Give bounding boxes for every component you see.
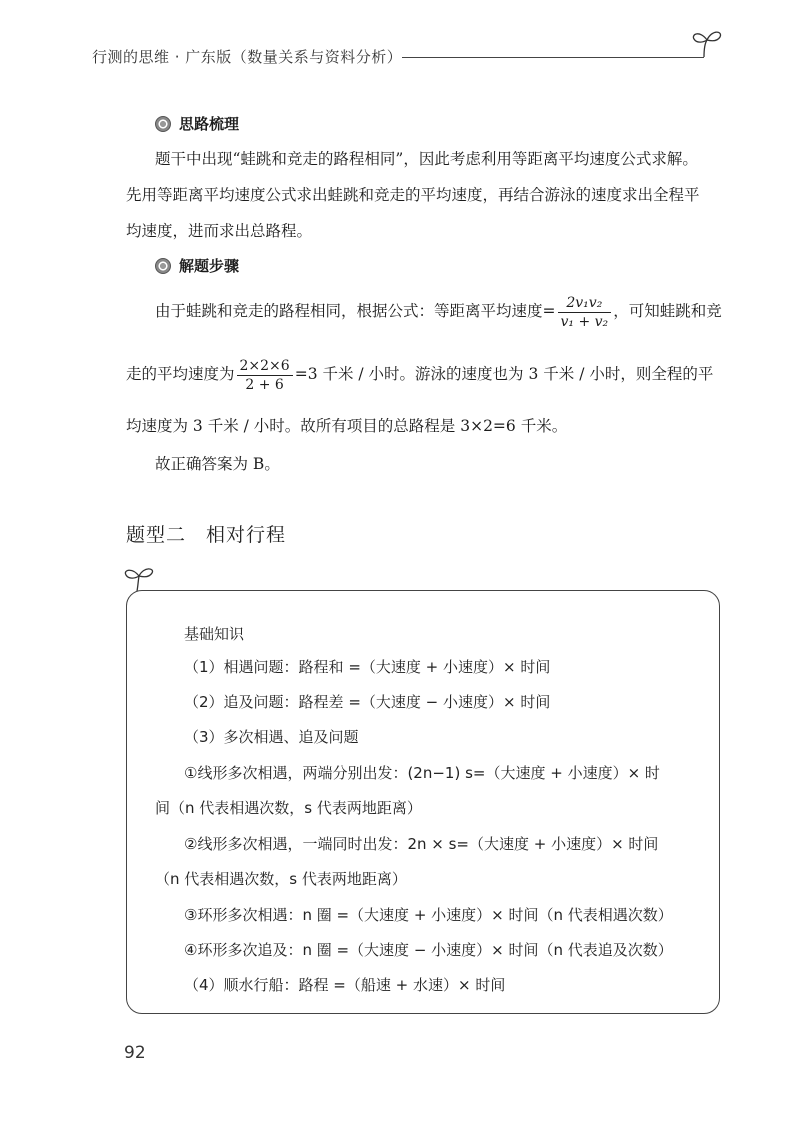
sprout-icon: [122, 566, 156, 592]
knowledge-line-3: （3）多次相遇、追及问题: [184, 728, 359, 746]
calc-numerator: 2×2×6: [237, 357, 293, 376]
knowledge-line-4: ①线形多次相遇，两端分别出发：(2n−1) s=（大速度 + 小速度）× 时: [184, 764, 660, 782]
knowledge-line-7: （n 代表相遇次数，s 代表两地距离）: [155, 870, 407, 888]
solve-line-1: [155, 293, 722, 331]
calc-fraction: [237, 357, 293, 394]
header-rule: [402, 57, 704, 58]
formula-numerator: 2v₁v₂: [558, 294, 612, 313]
page-number: 92: [124, 1043, 146, 1063]
section-heading-think: [155, 113, 239, 134]
knowledge-line-2: （2）追及问题：路程差 =（大速度 − 小速度）× 时间: [184, 693, 551, 711]
section-heading-solve-label: 解题步骤: [179, 257, 240, 275]
think-line-1: 题干中出现“蛙跳和竞走的路程相同”，因此考虑利用等距离平均速度公式求解。: [155, 150, 698, 168]
knowledge-line-10: （4）顺水行船：路程 =（船速 + 水速）× 时间: [184, 976, 506, 994]
solve-line-4: 故正确答案为 B。: [155, 455, 280, 473]
formula-denominator: v₁ + v₂: [560, 313, 609, 330]
knowledge-line-9: ④环形多次追及：n 圈 =（大速度 − 小速度）× 时间（n 代表追及次数）: [184, 941, 673, 959]
type-heading: 题型二 相对行程: [126, 524, 287, 546]
think-line-2: 先用等距离平均速度公式求出蛙跳和竞走的平均速度，再结合游泳的速度求出全程平: [126, 186, 700, 204]
knowledge-line-1: （1）相遇问题：路程和 =（大速度 + 小速度）× 时间: [184, 658, 551, 676]
solve-line-1-pre: 由于蛙跳和竞走的路程相同，根据公式：等距离平均速度=: [155, 302, 556, 320]
knowledge-line-5: 间（n 代表相遇次数，s 代表两地距离）: [155, 799, 422, 817]
avg-speed-formula: [558, 294, 612, 331]
knowledge-line-8: ③环形多次相遇：n 圈 =（大速度 + 小速度）× 时间（n 代表相遇次数）: [184, 906, 673, 924]
sprout-icon: [690, 28, 724, 58]
solve-line-2-pre: 走的平均速度为: [126, 365, 235, 383]
knowledge-box-title: 基础知识: [184, 625, 245, 643]
solve-line-1-post: ，可知蛙跳和竞: [613, 302, 722, 320]
section-heading-solve: [155, 255, 239, 276]
running-header-title: 行测的思维 · 广东版（数量关系与资料分析）: [92, 48, 403, 66]
badge-icon: [155, 258, 171, 274]
badge-icon: [155, 116, 171, 132]
calc-denominator: 2 + 6: [245, 376, 284, 393]
solve-line-2: [126, 356, 713, 394]
section-heading-think-label: 思路梳理: [179, 115, 240, 133]
knowledge-line-6: ②线形多次相遇，一端同时出发：2n × s=（大速度 + 小速度）× 时间: [184, 835, 659, 853]
solve-line-2-post: =3 千米 / 小时。游泳的速度也为 3 千米 / 小时，则全程的平: [294, 365, 714, 383]
think-line-3: 均速度，进而求出总路程。: [126, 222, 313, 240]
solve-line-3: 均速度为 3 千米 / 小时。故所有项目的总路程是 3×2=6 千米。: [126, 417, 568, 435]
